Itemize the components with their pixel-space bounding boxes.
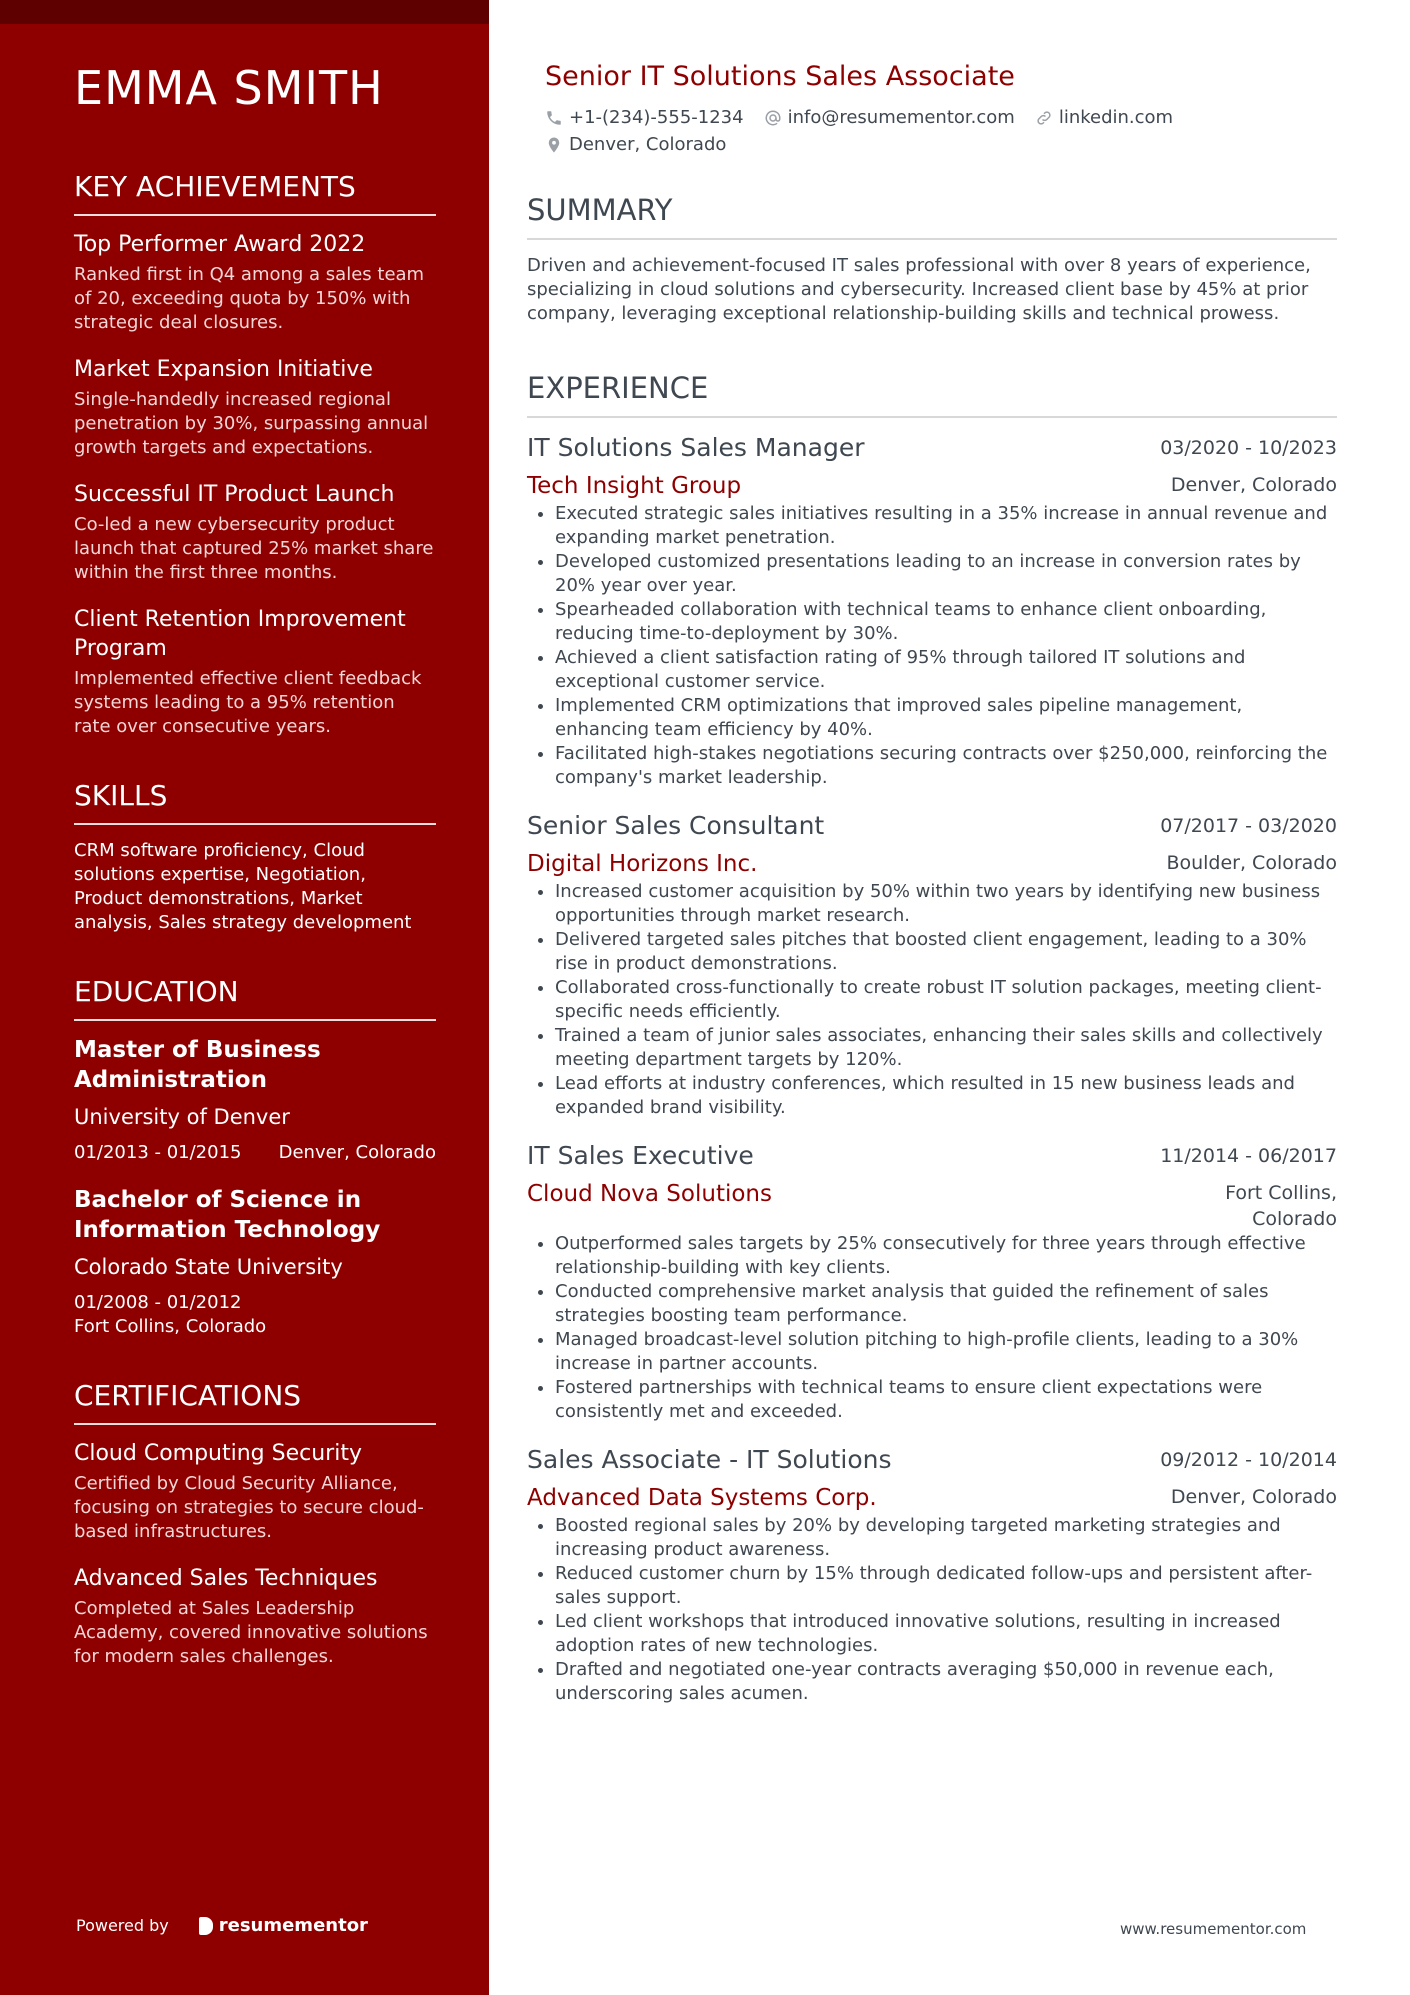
job-bullet: • Conducted comprehensive market analysis that guided the refinement of sales strategies boosting team performance. bbox=[555, 1280, 1337, 1328]
skills-heading: SKILLS bbox=[74, 779, 436, 825]
job-bullet: • Trained a team of junior sales associates, enhancing their sales skills and collectively meeting department targets by 120%. bbox=[555, 1024, 1337, 1072]
contact-linkedin[interactable] bbox=[1035, 104, 1173, 131]
achievement-item bbox=[74, 480, 436, 585]
key-achievements-section bbox=[74, 170, 436, 739]
job-entry bbox=[527, 1140, 1337, 1424]
job-title: IT Sales Executive bbox=[527, 1141, 754, 1170]
job-bullet: • Led client workshops that introduced innovative solutions, resulting in increased adoption rates of new technologies. bbox=[555, 1610, 1337, 1658]
location-pin-icon bbox=[545, 136, 563, 154]
job-bullet: • Facilitated high-stakes negotiations securing contracts over $250,000, reinforcing the company's market leadership. bbox=[555, 742, 1337, 790]
job-bullet: • Delivered targeted sales pitches that boosted client engagement, leading to a 30% rise in product demonstrations. bbox=[555, 928, 1337, 976]
brand-name: resumementor bbox=[218, 1915, 368, 1936]
achievement-title: Market Expansion Initiative bbox=[74, 357, 373, 382]
footer-website[interactable]: www.resumementor.com bbox=[1120, 1920, 1307, 1938]
candidate-name: EMMA SMITH bbox=[74, 61, 384, 115]
brand-logo[interactable] bbox=[199, 1915, 368, 1936]
job-bullets bbox=[527, 1232, 1337, 1424]
summary-text: Driven and achievement-focused IT sales professional with over 8 years of experience, specializing in cloud solutions and cybersecurity. Increased client base by 45% at prior company, leveraging exceptional relationship-building skills and technical prowess. bbox=[527, 255, 1311, 324]
job-bullets bbox=[527, 502, 1337, 790]
job-dates: 07/2017 - 03/2020 bbox=[1160, 815, 1337, 837]
education-degree: Bachelor of Science in Information Technology bbox=[74, 1187, 381, 1243]
sidebar-content bbox=[74, 60, 436, 1709]
job-dates: 11/2014 - 06/2017 bbox=[1160, 1145, 1337, 1167]
skills-text: CRM software proficiency, Cloud solutions expertise, Negotiation, Product demonstrations, Market analysis, Sales strategy development bbox=[74, 840, 412, 933]
job-dates: 03/2020 - 10/2023 bbox=[1160, 437, 1337, 459]
certification-desc: Certified by Cloud Security Alliance, focusing on strategies to secure cloud-based infrastructures. bbox=[74, 1473, 424, 1542]
job-bullet: • Lead efforts at industry conferences, which resulted in 15 new business leads and expanded brand visibility. bbox=[555, 1072, 1337, 1120]
link-icon bbox=[1035, 109, 1053, 127]
job-bullet: • Reduced customer churn by 15% through dedicated follow-ups and persistent after-sales support. bbox=[555, 1562, 1337, 1610]
key-achievements-heading: KEY ACHIEVEMENTS bbox=[74, 170, 436, 216]
education-item bbox=[74, 1035, 436, 1165]
achievement-title: Successful IT Product Launch bbox=[74, 482, 395, 507]
job-dates: 09/2012 - 10/2014 bbox=[1160, 1449, 1337, 1471]
phone-icon bbox=[545, 109, 563, 127]
job-bullet: • Collaborated cross-functionally to create robust IT solution packages, meeting client-specific needs efficiently. bbox=[555, 976, 1337, 1024]
job-bullet: • Developed customized presentations leading to an increase in conversion rates by 20% year over year. bbox=[555, 550, 1337, 598]
job-bullet: • Achieved a client satisfaction rating of 95% through tailored IT solutions and exceptional customer service. bbox=[555, 646, 1337, 694]
education-location: Fort Collins, Colorado bbox=[74, 1316, 267, 1337]
certifications-section bbox=[74, 1379, 436, 1669]
certification-item bbox=[74, 1439, 436, 1544]
job-target-title: Senior IT Solutions Sales Associate bbox=[545, 61, 1015, 92]
skills-section bbox=[74, 779, 436, 935]
job-bullets bbox=[527, 880, 1337, 1120]
education-school: Colorado State University bbox=[74, 1255, 343, 1279]
job-location: Boulder, Colorado bbox=[1166, 852, 1337, 874]
achievement-item bbox=[74, 230, 436, 335]
sidebar bbox=[0, 0, 489, 1995]
education-item bbox=[74, 1185, 436, 1339]
certification-item bbox=[74, 1564, 436, 1669]
certification-title: Cloud Computing Security bbox=[74, 1441, 362, 1466]
achievement-title: Top Performer Award 2022 bbox=[74, 232, 366, 257]
achievement-desc: Ranked first in Q4 among a sales team of 20, exceeding quota by 150% with strategic deal closures. bbox=[74, 264, 425, 333]
summary-section bbox=[527, 192, 1337, 326]
experience-section bbox=[527, 370, 1337, 1706]
main-content bbox=[527, 60, 1337, 1726]
job-bullets bbox=[527, 1514, 1337, 1706]
experience-heading: EXPERIENCE bbox=[527, 370, 1337, 418]
achievement-item bbox=[74, 355, 436, 460]
job-bullet: • Managed broadcast-level solution pitching to high-profile clients, leading to a 30% increase in partner accounts. bbox=[555, 1328, 1337, 1376]
certifications-heading: CERTIFICATIONS bbox=[74, 1379, 436, 1425]
education-school: University of Denver bbox=[74, 1105, 290, 1129]
job-entry bbox=[527, 810, 1337, 1120]
education-section bbox=[74, 975, 436, 1339]
phone-text: +1-(234)-555-1234 bbox=[569, 107, 744, 128]
job-entry bbox=[527, 432, 1337, 790]
job-bullet: • Executed strategic sales initiatives resulting in a 35% increase in annual revenue and expanding market penetration. bbox=[555, 502, 1337, 550]
achievement-desc: Co-led a new cybersecurity product launch that captured 25% market share within the first three months. bbox=[74, 514, 434, 583]
education-degree: Master of Business Administration bbox=[74, 1037, 321, 1093]
job-bullet: • Increased customer acquisition by 50% within two years by identifying new business opportunities through market research. bbox=[555, 880, 1337, 928]
achievement-title: Client Retention Improvement Program bbox=[74, 607, 406, 661]
contact-phone[interactable] bbox=[545, 104, 744, 131]
powered-by-label: Powered by bbox=[76, 1916, 169, 1935]
contact-email[interactable] bbox=[764, 104, 1015, 131]
sidebar-top-strip bbox=[0, 0, 489, 24]
job-bullet: • Implemented CRM optimizations that improved sales pipeline management, enhancing team efficiency by 40%. bbox=[555, 694, 1337, 742]
job-bullet: • Drafted and negotiated one-year contracts averaging $50,000 in revenue each, underscoring sales acumen. bbox=[555, 1658, 1337, 1706]
job-company: Advanced Data Systems Corp. bbox=[527, 1485, 877, 1511]
job-bullet: • Fostered partnerships with technical teams to ensure client expectations were consistently met and exceeded. bbox=[555, 1376, 1337, 1424]
education-heading: EDUCATION bbox=[74, 975, 436, 1021]
certification-desc: Completed at Sales Leadership Academy, covered innovative solutions for modern sales challenges. bbox=[74, 1598, 428, 1667]
contact-info bbox=[545, 104, 1337, 158]
job-title: Sales Associate - IT Solutions bbox=[527, 1445, 892, 1474]
job-location: Denver, Colorado bbox=[1170, 1486, 1337, 1508]
job-company: Cloud Nova Solutions bbox=[527, 1181, 772, 1207]
achievement-desc: Implemented effective client feedback systems leading to a 95% retention rate over consecutive years. bbox=[74, 668, 422, 737]
job-company: Digital Horizons Inc. bbox=[527, 851, 758, 877]
linkedin-text: linkedin.com bbox=[1058, 107, 1174, 128]
job-entry bbox=[527, 1444, 1337, 1706]
education-dates: 01/2013 - 01/2015 bbox=[74, 1142, 242, 1163]
certification-title: Advanced Sales Techniques bbox=[74, 1566, 378, 1591]
powered-by bbox=[76, 1915, 368, 1936]
location-text: Denver, Colorado bbox=[569, 134, 727, 155]
education-location: Denver, Colorado bbox=[278, 1142, 436, 1163]
job-location: Fort Collins, Colorado bbox=[1225, 1182, 1337, 1230]
email-text: info@resumementor.com bbox=[787, 107, 1015, 128]
job-title: IT Solutions Sales Manager bbox=[527, 433, 865, 462]
job-bullet: • Spearheaded collaboration with technical teams to enhance client onboarding, reducing time-to-deployment by 30%. bbox=[555, 598, 1337, 646]
job-bullet: • Outperformed sales targets by 25% consecutively for three years through effective relationship-building with key clients. bbox=[555, 1232, 1337, 1280]
resumementor-logo-icon bbox=[199, 1917, 213, 1935]
achievement-item bbox=[74, 605, 436, 739]
summary-heading: SUMMARY bbox=[527, 192, 1337, 240]
at-sign-icon bbox=[764, 109, 782, 127]
job-company: Tech Insight Group bbox=[527, 473, 742, 499]
contact-location bbox=[545, 131, 726, 158]
job-location: Denver, Colorado bbox=[1170, 474, 1337, 496]
education-dates: 01/2008 - 01/2012 bbox=[74, 1292, 242, 1313]
job-title: Senior Sales Consultant bbox=[527, 811, 825, 840]
achievement-desc: Single-handedly increased regional penetration by 30%, surpassing annual growth targets and expectations. bbox=[74, 389, 429, 458]
job-bullet: • Boosted regional sales by 20% by developing targeted marketing strategies and increasing product awareness. bbox=[555, 1514, 1337, 1562]
